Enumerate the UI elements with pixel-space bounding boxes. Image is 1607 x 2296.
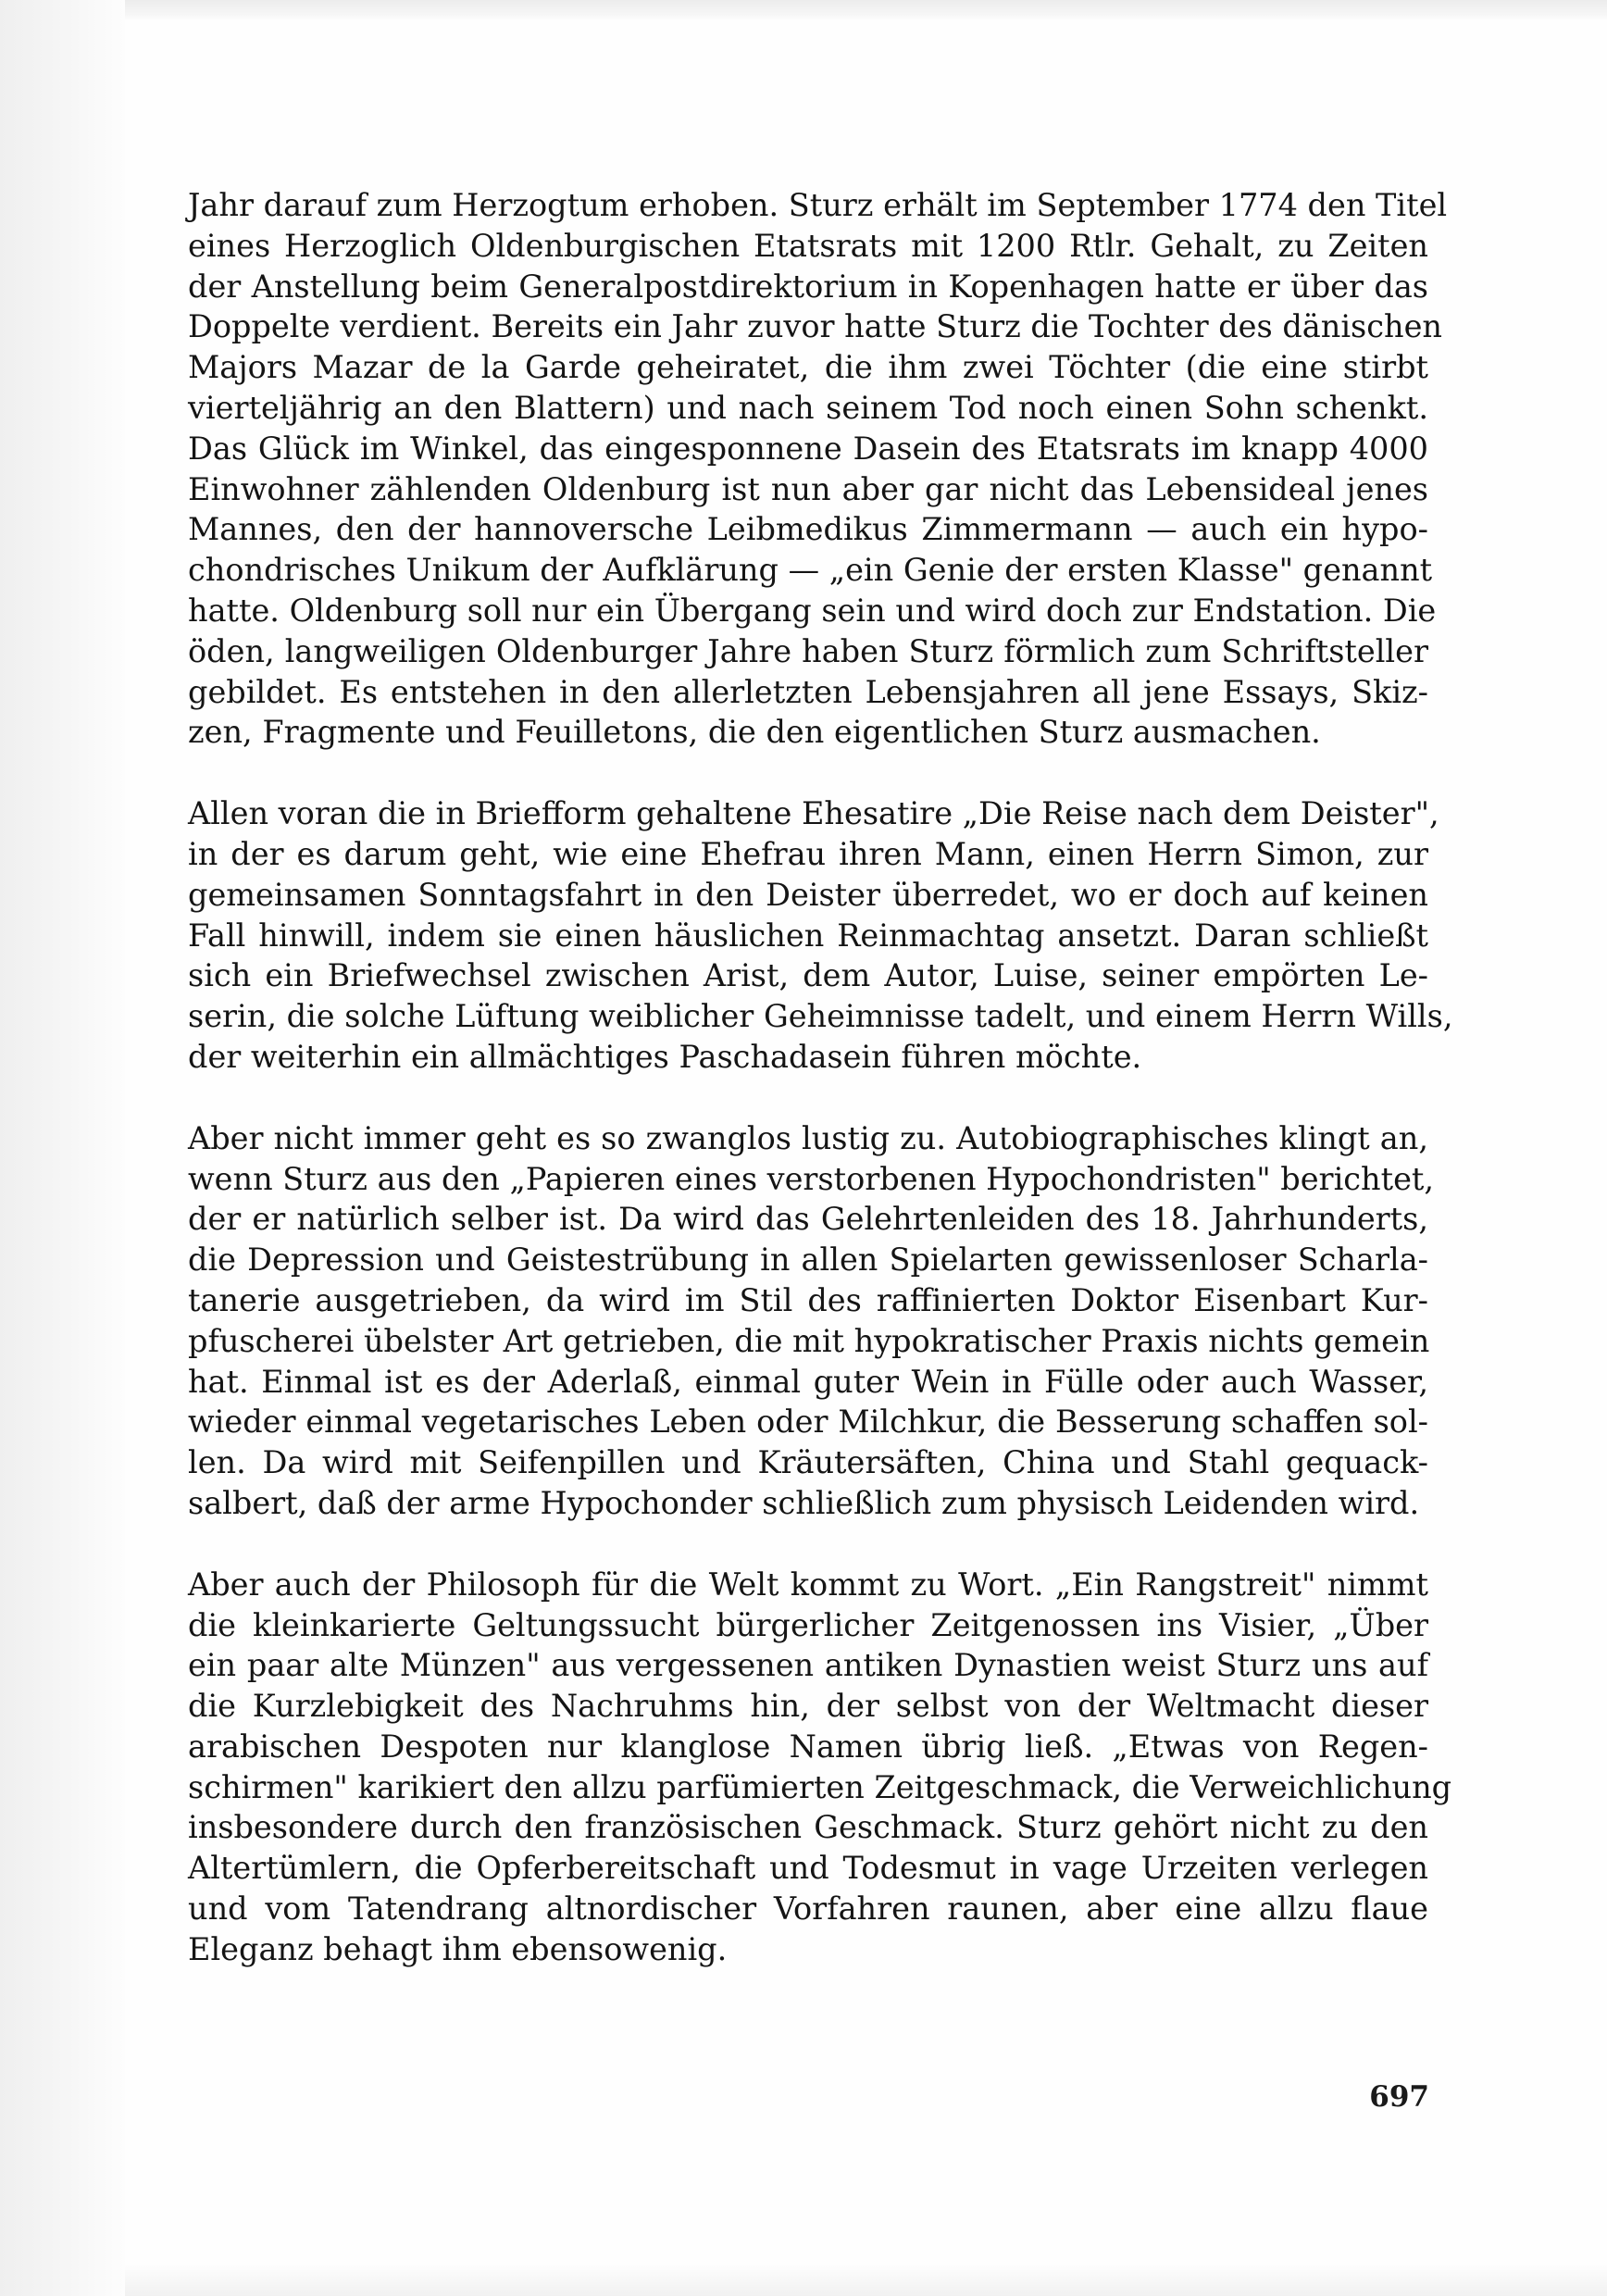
text-line: Eleganz behagt ihm ebensowenig. bbox=[188, 1930, 728, 1967]
text-line: Aber auch der Philosoph für die Welt kommt zu Wort. „Ein Rangstreit" nimmt bbox=[188, 1566, 1428, 1603]
text-line: wieder einmal vegetarisches Leben oder Milchkur, die Besserung schaffen sol- bbox=[188, 1404, 1428, 1441]
text-line: hatte. Oldenburg soll nur ein Übergang sein und wird doch zur Endstation. Die bbox=[188, 592, 1437, 629]
text-line: insbesondere durch den französischen Geschmack. Sturz gehört nicht zu den bbox=[188, 1809, 1428, 1846]
text-line: serin, die solche Lüftung weiblicher Geheimnisse tadelt, und einem Herrn Wills, bbox=[188, 998, 1453, 1035]
text-line: salbert, daß der arme Hypochonder schließlich zum physisch Leidenden wird. bbox=[188, 1484, 1420, 1521]
paragraph-gap bbox=[188, 1524, 1428, 1565]
text-line: tanerie ausgetrieben, da wird im Stil des raffinierten Doktor Eisenbart Kur- bbox=[188, 1281, 1428, 1318]
text-line: der weiterhin ein allmächtiges Paschadasein führen möchte. bbox=[188, 1038, 1142, 1075]
text-line: gebildet. Es entstehen in den allerletzten Lebensjahren all jene Essays, Skiz- bbox=[188, 673, 1428, 710]
page-number: 697 bbox=[1369, 2080, 1429, 2114]
text-line: wenn Sturz aus den „Papieren eines verstorbenen Hypochondristen" berichtet, bbox=[188, 1160, 1435, 1197]
paragraph-gap bbox=[188, 1078, 1428, 1118]
text-line: der er natürlich selber ist. Da wird das Gelehrtenleiden des 18. Jahrhunderts, bbox=[188, 1201, 1428, 1238]
text-line: hat. Einmal ist es der Aderlaß, einmal guter Wein in Fülle oder auch Wasser, bbox=[188, 1363, 1428, 1400]
paragraph-4 bbox=[188, 1565, 1452, 1970]
text-line: zen, Fragmente und Feuilletons, die den eigentlichen Sturz ausmachen. bbox=[188, 714, 1321, 751]
text-line: öden, langweiligen Oldenburger Jahre haben Sturz förmlich zum Schriftsteller bbox=[188, 632, 1428, 669]
text-line: gemeinsamen Sonntagsfahrt in den Deister überredet, wo er doch auf keinen bbox=[188, 876, 1428, 913]
text-line: eines Herzoglich Oldenburgischen Etatsrats mit 1200 Rtlr. Gehalt, zu Zeiten bbox=[188, 227, 1428, 264]
text-line: Jahr darauf zum Herzogtum erhoben. Sturz erhält im September 1774 den Titel bbox=[188, 187, 1448, 223]
text-line: Einwohner zählenden Oldenburg ist nun aber gar nicht das Lebensideal jenes bbox=[188, 470, 1428, 507]
paragraph-2 bbox=[188, 793, 1453, 1078]
text-line: in der es darum geht, wie eine Ehefrau ihren Mann, einen Herrn Simon, zur bbox=[188, 835, 1428, 872]
text-line: len. Da wird mit Seifenpillen und Kräutersäften, China und Stahl gequack- bbox=[188, 1444, 1428, 1481]
text-line: die kleinkarierte Geltungssucht bürgerlicher Zeitgenossen ins Visier, „Über bbox=[188, 1606, 1428, 1643]
text-line: pfuscherei übelster Art getrieben, die mit hypokratischer Praxis nichts gemein bbox=[188, 1322, 1430, 1359]
text-line: Fall hinwill, indem sie einen häuslichen Reinmachtag ansetzt. Daran schließt bbox=[188, 917, 1428, 954]
text-line: vierteljährig an den Blattern) und nach seinem Tod noch einen Sohn schenkt. bbox=[188, 389, 1428, 426]
text-line: die Kurzlebigkeit des Nachruhms hin, der selbst von der Weltmacht dieser bbox=[188, 1688, 1428, 1725]
scan-shadow-left bbox=[0, 0, 125, 2296]
text-line: Aber nicht immer geht es so zwanglos lustig zu. Autobiographisches klingt an, bbox=[188, 1119, 1428, 1156]
text-line: arabischen Despoten nur klanglose Namen übrig ließ. „Etwas von Regen- bbox=[188, 1728, 1428, 1765]
text-line: Mannes, den der hannoversche Leibmedikus Zimmermann — auch ein hypo- bbox=[188, 511, 1428, 548]
paragraph-gap bbox=[188, 753, 1428, 793]
text-line: der Anstellung beim Generalpostdirektorium in Kopenhagen hatte er über das bbox=[188, 268, 1428, 305]
text-line: Das Glück im Winkel, das eingesponnene Dasein des Etatsrats im knapp 4000 bbox=[188, 430, 1428, 467]
paragraph-3 bbox=[188, 1118, 1435, 1524]
scan-shadow-top bbox=[125, 0, 1607, 20]
text-line: die Depression und Geistestrübung in allen Spielarten gewissenloser Scharla- bbox=[188, 1242, 1428, 1279]
text-line: Doppelte verdient. Bereits ein Jahr zuvor hatte Sturz die Tochter des dänischen bbox=[188, 308, 1442, 345]
text-line: chondrisches Unikum der Aufklärung — „ein Genie der ersten Klasse" genannt bbox=[188, 552, 1433, 589]
paragraph-1 bbox=[188, 185, 1448, 753]
text-line: ein paar alte Münzen" aus vergessenen antiken Dynastien weist Sturz uns auf bbox=[188, 1647, 1428, 1684]
text-line: schirmen" karikiert den allzu parfümierten Zeitgeschmack, die Verweichlichung bbox=[188, 1768, 1452, 1805]
text-line: sich ein Briefwechsel zwischen Arist, dem Autor, Luise, seiner empörten Le- bbox=[188, 957, 1428, 994]
scan-shadow-bottom bbox=[125, 2264, 1607, 2296]
text-line: und vom Tatendrang altnordischer Vorfahren raunen, aber eine allzu flaue bbox=[188, 1890, 1428, 1928]
body-text bbox=[188, 185, 1453, 1970]
text-line: Majors Mazar de la Garde geheiratet, die ihm zwei Töchter (die eine stirbt bbox=[188, 349, 1428, 386]
text-line: Altertümlern, die Opferbereitschaft und Todesmut in vage Urzeiten verlegen bbox=[188, 1850, 1428, 1887]
text-line: Allen voran die in Briefform gehaltene Ehesatire „Die Reise nach dem Deister", bbox=[188, 795, 1439, 832]
